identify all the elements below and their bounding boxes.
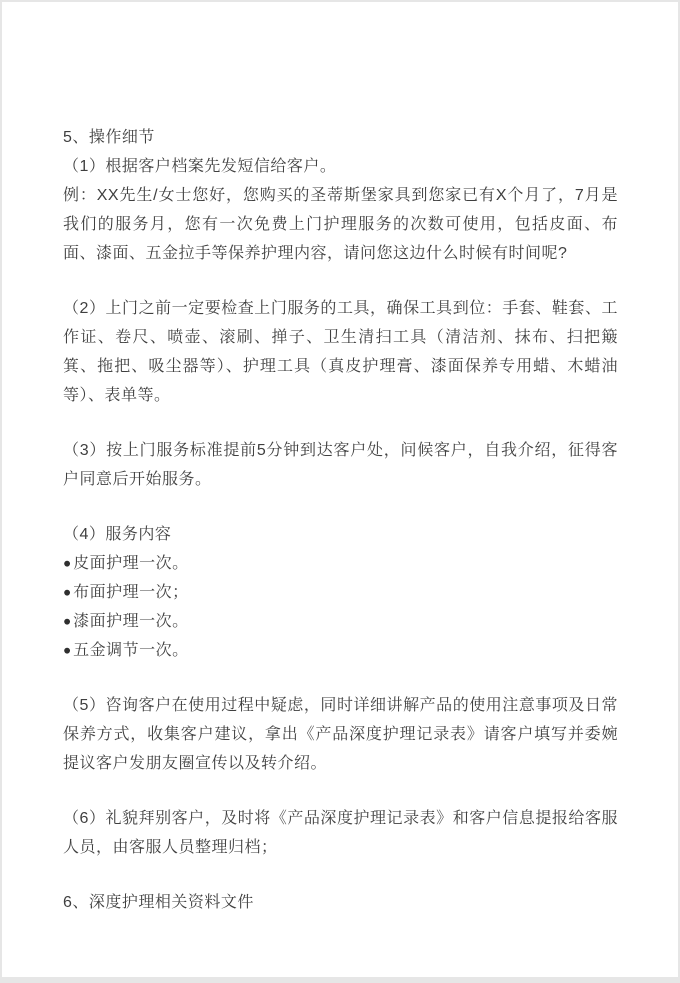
bullet-item (63, 578, 618, 607)
paragraph-step3: （3）按上门服务标准提前5分钟到达客户处，问候客户，自我介绍，征得客户同意后开始服务。 (63, 442, 618, 488)
paragraph-step5: （5）咨询客户在使用过程中疑虑，同时详细讲解产品的使用注意事项及日常保养方式，收集客户建议，拿出《产品深度护理记录表》请客户填写并委婉提议客户发朋友圈宣传以及转介绍。 (63, 697, 618, 772)
section-step5 (63, 691, 618, 778)
paragraph-sms-example: 例：XX先生/女士您好，您购买的圣蒂斯堡家具到您家已有X个月了，7月是我们的服务月，您有一次免费上门护理服务的次数可使用，包括皮面、布面、漆面、五金拉手等保养护理内容，请问您这边什么时候有时间呢? (63, 187, 618, 262)
bullet-marker-icon: ● (63, 614, 72, 629)
document-page (2, 2, 678, 977)
section-operation-details (63, 123, 618, 268)
section-heading: 6、深度护理相关资料文件 (63, 894, 254, 911)
bullet-text: 漆面护理一次。 (73, 613, 189, 630)
section-step3 (63, 436, 618, 494)
section-step6 (63, 804, 618, 862)
bullet-text: 皮面护理一次。 (73, 555, 189, 572)
paragraph-step6: （6）礼貌拜别客户，及时将《产品深度护理记录表》和客户信息提报给客服人员，由客服人员整理归档； (63, 810, 618, 856)
bullet-marker-icon: ● (63, 643, 72, 658)
bullet-text: 布面护理一次； (73, 584, 189, 601)
section-step2 (63, 294, 618, 410)
section-heading: 5、操作细节 (63, 129, 155, 146)
bullet-item (63, 549, 618, 578)
paragraph-step2: （2）上门之前一定要检查上门服务的工具，确保工具到位：手套、鞋套、工作证、卷尺、喷壶、滚刷、掸子、卫生清扫工具（清洁剂、抹布、扫把簸箕、拖把、吸尘器等）、护理工具（真皮护理膏、漆面保养专用蜡、木蜡油等）、表单等。 (63, 300, 618, 404)
bullet-item (63, 636, 618, 665)
bullet-marker-icon: ● (63, 585, 72, 600)
bullet-marker-icon: ● (63, 556, 72, 571)
section-related-files (63, 888, 618, 917)
bullet-item (63, 607, 618, 636)
paragraph-step4-heading: （4）服务内容 (63, 526, 172, 543)
document-body (63, 123, 618, 943)
section-step4-service-content (63, 520, 618, 665)
paragraph-step1: （1）根据客户档案先发短信给客户。 (63, 158, 337, 175)
bullet-text: 五金调节一次。 (73, 642, 189, 659)
